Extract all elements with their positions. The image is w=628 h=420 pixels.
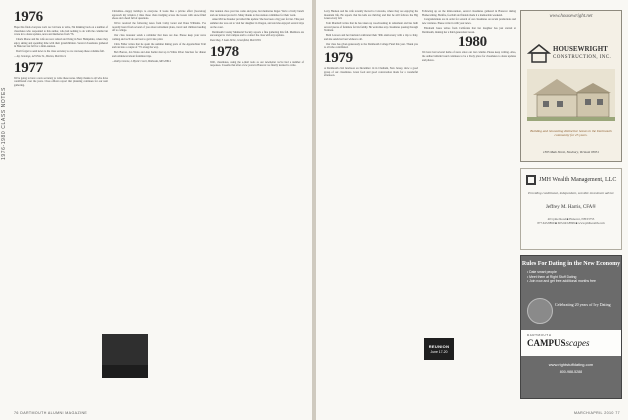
- reunion-label: REUNION: [428, 344, 450, 349]
- ad-phone: 800-988-5288: [559, 370, 583, 374]
- class-photo: [102, 334, 148, 378]
- paragraph: Our reunion class year has come and gone, but memories linger. We're a lively bunch and our turnout proved it. Many thanks to the reunion committee for their work.: [210, 10, 304, 17]
- paragraph: Larry Hudson and his wife recently moved to Colorado, where they are enjoying the mountain life. He reports that his kids are thriving and that he still follows the Big Green every fall.: [324, 10, 418, 21]
- banner-brand: [527, 338, 590, 348]
- class-year-heading: 1977: [14, 59, 43, 76]
- ad-company-name: JMH Wealth Management, LLC: [539, 177, 617, 183]
- paragraph: We have had several items of news since our last column. Please keep writing. Also, the online bulletin board continues to be a lively place for classmates to share updates and photos.: [422, 51, 516, 62]
- paragraph: Well, classmates, using the e-mail tools as our newsletter we've had a number of responses. It seems that after a few years in Hanover we finally learned to write.: [210, 60, 304, 68]
- paragraph: Hope this finds everyone well. As I sit here to write, I'm thinking back on a number of classmates who responded to this author, who had nothing to do with the column but wrote in to share updates, news and memories from '76.: [14, 26, 108, 37]
- ad-address: [525, 217, 617, 225]
- ad-contact-line[interactable]: 877.643.8899 ■ 603.643.8899 ■ www.jmhwealth.com: [537, 221, 605, 226]
- paragraph: Tom Marshall writes that he has taken up woodworking in retirement and has built several pieces of furniture for his family. He welcomes any classmates passing through Vermont.: [324, 22, 418, 33]
- paragraph: Bob Barron, Jon Weiss and Ann Keller met up in White River Junction for dinner and reminisced about freshman trips.: [112, 51, 206, 58]
- dating-ad[interactable]: [520, 255, 622, 399]
- secretary-signature: Dave Ray, 5 Lake Drive, Greenfield, MA 01301: [210, 39, 262, 43]
- banner-eyebrow: DARTMOUTH: [527, 333, 552, 337]
- ad-company-name: HOUSEWRIGHT: [553, 45, 608, 53]
- section-side-label: 1976-1980 CLASS NOTES: [1, 87, 7, 160]
- paragraph: Dartmouth County Memorial Society reports a fine gathering this fall. Members are encouraged to visit campus and to contact the class with any updates.: [210, 30, 304, 38]
- paragraph: Christmas—happy holidays to everyone. It looks like a private effort (bootstrap) approach my window. I miss those chats trudging across the Green with snow-filled shoes and a head full of questions.: [112, 10, 206, 21]
- column-4: [324, 10, 418, 79]
- column-3: [210, 10, 304, 69]
- jmh-logo-icon: [526, 175, 536, 185]
- ad-company-sub: CONSTRUCTION, INC.: [553, 55, 612, 60]
- paragraph: Elizabeth Jones writes from California that her daughter has just started at Dartmouth, making her a third-generation Green.: [422, 26, 516, 34]
- column-2: [112, 10, 206, 65]
- paragraph: Chuck Morse and his wife are now retired and living in New Hampshire, where they enjoy skiing and spending time with their grandchildren. Several classmates gathered in Hanover last fall for a mini-reunion.: [14, 38, 108, 49]
- list-item: • Join now and get free additional months free: [527, 279, 615, 284]
- jmh-wealth-ad[interactable]: [520, 168, 622, 250]
- left-page: [0, 0, 312, 420]
- ad-tagline: Building and renovating distinctive homes in the Dartmouth community for 25 years.: [530, 129, 612, 138]
- secretary-signature: —Jay Jennings, 445 Pine St., Boston, MA 02114: [14, 55, 66, 59]
- paragraph: We've received the following notes from Cathy Grant and Dana Williams. I've recently heard from several of you about retirement plans, travel and children heading off to college.: [112, 22, 206, 33]
- housewright-ad[interactable]: [520, 10, 622, 162]
- paragraph: Beth Lawson and her husband celebrated their 30th anniversary with a trip to Italy, and she sends her best wishes to all.: [324, 34, 418, 41]
- page-folio: 76 DARTMOUTH ALUMNI MAGAZINE: [14, 411, 88, 415]
- paragraph: Anne McCue Kussler provided this update: She has been a big year for her. This past summer she was out to visit her daughter in Oregon, and said she enjoyed several days on the coast.: [210, 18, 304, 29]
- list-item: • Meet them at Right Stuff Dating: [527, 275, 615, 280]
- paragraph: Our class treasurer sends a reminder that dues are due. Please keep your news coming and we'll do our best to get it into print.: [112, 34, 206, 41]
- class-year-heading: 1976: [14, 9, 43, 25]
- class-year-heading: 1979: [324, 50, 353, 67]
- right-stuff-logo-icon: [527, 298, 553, 324]
- ad-tagline: Providing conditional, independent, sensible investment advice: [528, 191, 614, 195]
- paragraph: Chris Fuller writes that he spent the summer hiking parts of the Appalachian Trail and ran into a couple of '77s along the way.: [112, 42, 206, 50]
- campus-scapes-banner: [521, 330, 621, 356]
- paragraph: A Dartmouth club luncheon on December 14 in Chatham, New Jersey, drew a good group of our classmates. Great food and good conversation made for a wonderful afternoon.: [324, 67, 418, 78]
- ad-list: [527, 270, 615, 284]
- list-item: • Date smart people: [527, 270, 615, 275]
- paragraph: Congratulations are in order for several of our classmates on recent promotions and new ventures. Please write in with your news.: [422, 18, 516, 26]
- ad-url[interactable]: www.rightstuffdating.com: [548, 362, 594, 367]
- ad-badge-text: Celebrating 20 years of Ivy Dating: [555, 302, 611, 307]
- brand-part: scapes: [565, 338, 590, 348]
- class-year-heading: 1980: [458, 34, 487, 51]
- ad-contact-name: Jeffrey M. Harris, CFA®: [545, 205, 597, 210]
- reunion-badge: [424, 338, 454, 360]
- paragraph: Our class has given generously to the Dartmouth College Fund this year. Thank you to all who contributed.: [324, 42, 418, 50]
- class-year-heading: 1978: [210, 43, 239, 60]
- ad-title: Rules For Dating in the New Economy: [521, 261, 621, 267]
- secretary-signature: —Kathy Greene, 2 Mystic Court, Bethesda, MD 20814: [112, 59, 171, 63]
- house-illustration-icon: [527, 69, 615, 121]
- paragraph: Don't forget to send news to the class secretary so we can keep these columns full.: [16, 50, 105, 54]
- house-logo-icon: [527, 43, 551, 63]
- ad-address-line: 40 Lyme Road ■ Hanover, NH 03755: [547, 217, 595, 221]
- paragraph: We're going to have a new secretary to write these notes. Many thanks to all who have contributed over the years. Class officers report that planning continues for our next gathering.: [14, 76, 108, 87]
- brand-part: CAMPUS: [527, 338, 566, 348]
- page-folio: MARCH/APRIL 2010 77: [573, 411, 620, 415]
- column-5: [422, 10, 516, 64]
- paragraph: Following up on the mini-reunion, several classmates gathered in Hanover during Homecoming. Bonfire, football and friends made it a memorable weekend.: [422, 10, 516, 17]
- ad-url[interactable]: www.housewright.net: [549, 14, 593, 19]
- reunion-dates: June 17-20: [430, 350, 448, 354]
- column-1: [14, 10, 108, 89]
- ad-address: 1365 Main Street, Newbury, Vermont 05051: [543, 150, 599, 154]
